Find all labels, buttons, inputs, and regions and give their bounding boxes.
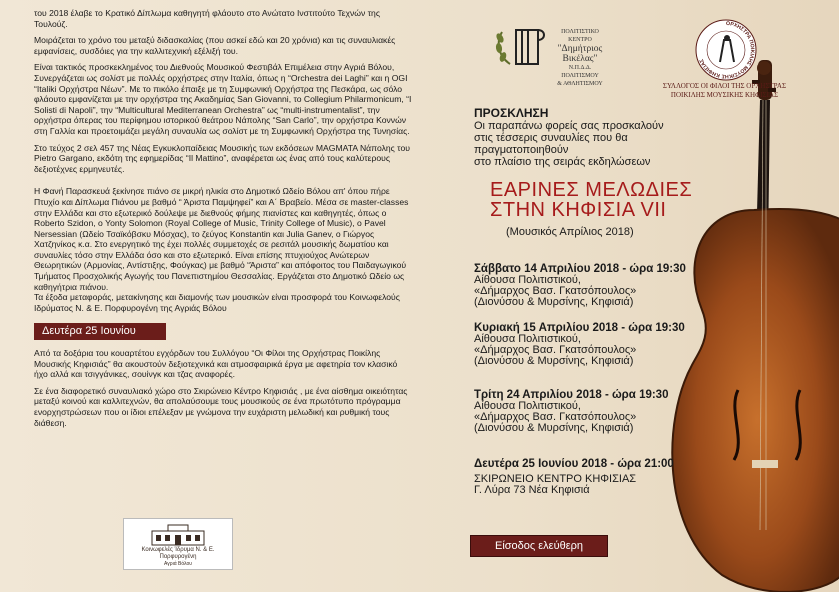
orchestra-society-name: ΣΥΛΛΟΓΟΣ ΟΙ ΦΙΛΟΙ ΤΗΣ ΟΡΧΗΣΤΡΑΣ ΠΟΙΚΙΛΗΣ ΜΟΥΣΙΚΗΣ ΚΗΦΙΣΙΑΣ <box>662 82 787 99</box>
event-entry <box>474 323 685 367</box>
laurel-icon <box>492 22 548 70</box>
sponsor-paragraph: Τα έξοδα μεταφοράς, μετακίνησης και διαμονής των μουσικών είναι προσφορά του Κοινωφελούς Ιδρύματος Ν. & Ε. Πορφυρογένη της Αγριάς Βόλου <box>34 292 400 313</box>
foundation-logo <box>123 518 233 570</box>
event-date: Τρίτη 24 Απριλίου 2018 - ώρα 19:30 <box>474 389 669 401</box>
event-entry <box>474 459 674 496</box>
bio-paragraph: Μοιράζεται το χρόνο του μεταξύ διδασκαλίας (που ασκεί εδώ και 20 χρόνια) και τις συναυλιακές εμφανίσεις, συσδόιες για την καλλιτεχνική εξέλιξή του. <box>34 35 396 56</box>
event-venue: Αίθουσα Πολιτιστικού, <box>474 400 581 412</box>
event-address: (Διονύσου & Μυρσίνης, Κηφισιά) <box>474 422 634 434</box>
bio-paragraph: Η Φανή Παρασκευά ξεκίνησε πιάνο σε μικρή ηλικία στο Δημοτικό Ωδείο Βόλου απ' όπου πήρε Πτυχίο και Δίπλωμα Πιάνου με βαθμό “ Άριστα Παμψηφεί” και Α΄ Βραβείο. Μέσα σε master-classes στην Ελλάδα και στο εξωτερικό δούλεψε με διεθνούς φήμης πιανίστες και καθηγητές, όπως ο Roberto Szidon, ο Yonty Solomon (Royal College of Music, Trinity College of Music), o Pavel Nersessian (Ωδείο Τσαϊκόβσκυ Μόσχας), το ζεύγος Konstantin και Julia Ganev, ο Γιώργος Χατζηνίκος κ.α. Στο ενεργητικό της έχει πολλές συμμετοχές σε ρεσιτάλ μουσικής δωματίου και συναυλίες τόσο στην Ελλάδα όσο και στο εξωτερικό. Είναι επίσης πτυχιούχος Ανώτερων Θεωρητικών (Αρμονίας, Αντίστιξης, Φούγκας) με βαθμό “Άριστα” και απόφοιτος του Παιδαγωγικού Τμήματος Προσχολικής Αγωγής του Πανεπιστημίου Θεσσαλίας. Εργάζεται στο Δημοτικό Ωδείο ως καθηγήτρια πιάνου. <box>34 186 409 292</box>
event-address: (Διονύσου & Μυρσίνης, Κηφισιά) <box>474 296 634 308</box>
right-column <box>462 0 839 592</box>
event-date: Σάββατο 14 Απριλίου 2018 - ώρα 19:30 <box>474 263 686 275</box>
invitation-heading: ΠΡΟΣΚΛΗΣΗ <box>474 106 549 120</box>
event-series-title: ΕΑΡΙΝΕΣ ΜΕΛΩΔΙΕΣ ΣΤΗΝ ΚΗΦΙΣΙΑ VII <box>490 179 693 221</box>
event-venue: «Δήμαρχος Βασ. Γκατσόπουλος» <box>474 344 637 356</box>
free-entry-badge: Είσοδος ελεύθερη <box>470 535 608 557</box>
invitation-text: ΠΡΟΣΚΛΗΣΗ Οι παραπάνω φορείς σας προσκαλούν στις τέσσερις συναυλίες που θα πραγματοποιηθούν στο πλαίσιο της σειράς εκδηλώσεων <box>474 107 724 168</box>
concert-paragraph: Σε ένα διαφορετικό συναυλιακό χώρο στο Σκιρώνειο Κέντρο Κηφισιάς , με ένα αίσθημα οικειότητας μεταξύ κοινού και καλλιτεχνών, θα απολαύσουμε τους μουσικούς σε ένα πρωτότυπο πρόγραμμα ενορχηστρώσεων που οι ίδιοι επέλεξαν με γνώμονα την ευχάριστη μελωδική και ρυθμική τους διάθεση. <box>34 385 408 428</box>
cultural-center-name: ΠΟΛΙΤΙΣΤΙΚΟ ΚΕΝΤΡΟ "Δημήτριος Βικέλας" Ν.Π.Δ.Δ. ΠΟΛΙΤΙΣΜΟΥ & ΑΘΛΗΤΙΣΜΟΥ <box>557 29 603 87</box>
building-icon <box>148 523 208 547</box>
foundation-logo-caption: Κοινωφελές Ίδρυμα Ν. & Ε. Πορφυρογένη <box>141 547 215 560</box>
orchestra-ring-text: ΟΡΧΗΣΤΡΑ ΠΟΙΚΙΛΗΣ ΜΟΥΣΙΚΗΣ ΚΗΦΙΣΙΑΣ <box>698 20 756 80</box>
bio-paragraph: του 2018 έλαβε το Κρατικό Δίπλωμα καθηγητή φλάουτο στο Ανώτατο Ινστιτούτο Τεχνών της Τουλούζ. <box>34 8 380 29</box>
event-venue: Αίθουσα Πολιτιστικού, <box>474 333 581 345</box>
cultural-center-logo <box>492 22 610 87</box>
event-date: Δευτέρα 25 Ιουνίου 2018 - ώρα 21:00 <box>474 458 674 470</box>
event-venue: «Δήμαρχος Βασ. Γκατσόπουλος» <box>474 411 637 423</box>
event-series-subtitle: (Μουσικός Απρίλιος 2018) <box>506 226 634 238</box>
event-address: (Διονύσου & Μυρσίνης, Κηφισιά) <box>474 355 634 367</box>
left-column <box>34 8 412 434</box>
event-date: Κυριακή 15 Απριλίου 2018 - ώρα 19:30 <box>474 322 685 334</box>
event-venue: «Δήμαρχος Βασ. Γκατσόπουλος» <box>474 285 637 297</box>
bio-paragraph: Στο τεύχος 2 σελ 457 της Νέας Εγκυκλοπαίδειας Μουσικής των εκδόσεων MAGMATA Νάπολης του Pietro Gargano, εκδότη της εφημερίδας “Il Mattino”, αναφέρεται ως ένας από τους καλύτερους δεξιοτέχνες ερμηνευτές. <box>34 142 410 174</box>
bio-paragraph: Είναι τακτικός προσκεκλημένος του Διεθνούς Μουσικού Φεστιβάλ Επιμέλεια στην Αγριά Βόλου, Συνεργάζεται ως σολίστ με πολλές ορχήστρες στην Ιταλία, όπως η “Orchestra dei Laghi” και η OGI “Italiki Ορχήστρα Νέων”. Με το πικόλο έπαιξε με τη Συμφωνική Ορχήστρα της Πεσκάρα, ως σόλο φλάουτο εμφανίζεται με την ορχήστρα της Ακαδημίας San Giovanni, το Collegium Philarmonicum, “I Solisti di Napoli”, την “Multicultural Mediterranean Orchestra” ως “multi-instrumentalist”, την ορχήστρα όπερας του περίφημου ιστορικού θεάτρου Νάπολης “San Carlo”, την ορχήστρα Κοννών στη Γαλλία και προετοιμάζει μεγάλη συναυλία ως σολίστ με τη Συμφωνική Ορχήστρα της Τυνησίας. <box>34 62 412 136</box>
event-entry <box>474 390 668 434</box>
date-banner: Δευτέρα 25 Ιουνίου <box>34 323 166 340</box>
orchestra-logo <box>694 18 758 82</box>
event-venue: Αίθουσα Πολιτιστικού, <box>474 274 581 286</box>
event-entry <box>474 264 686 308</box>
event-venue: ΣΚΙΡΩΝΕΙΟ ΚΕΝΤΡΟ ΚΗΦΙΣΙΑΣ <box>474 473 637 485</box>
concert-paragraph: Από τα δοξάρια του κουαρτέτου εγχόρδων του Συλλόγου “Οι Φίλοι της Ορχήστρας Ποικίλης Μουσικής Κηφισιάς” θα ακουστούν δεξιοτεχνικά και ατμοσφαιρικά έργα με αφετηρία τον κλασικό ήχο αλλά και τσιγγάνικες, σουίνγκ και τζας αναφορές. <box>34 348 398 380</box>
foundation-logo-location: Αγριά Βόλου <box>164 561 192 567</box>
orchestra-emblem-icon <box>694 18 758 82</box>
event-address: Γ. Λύρα 73 Νέα Κηφισιά <box>474 484 590 496</box>
